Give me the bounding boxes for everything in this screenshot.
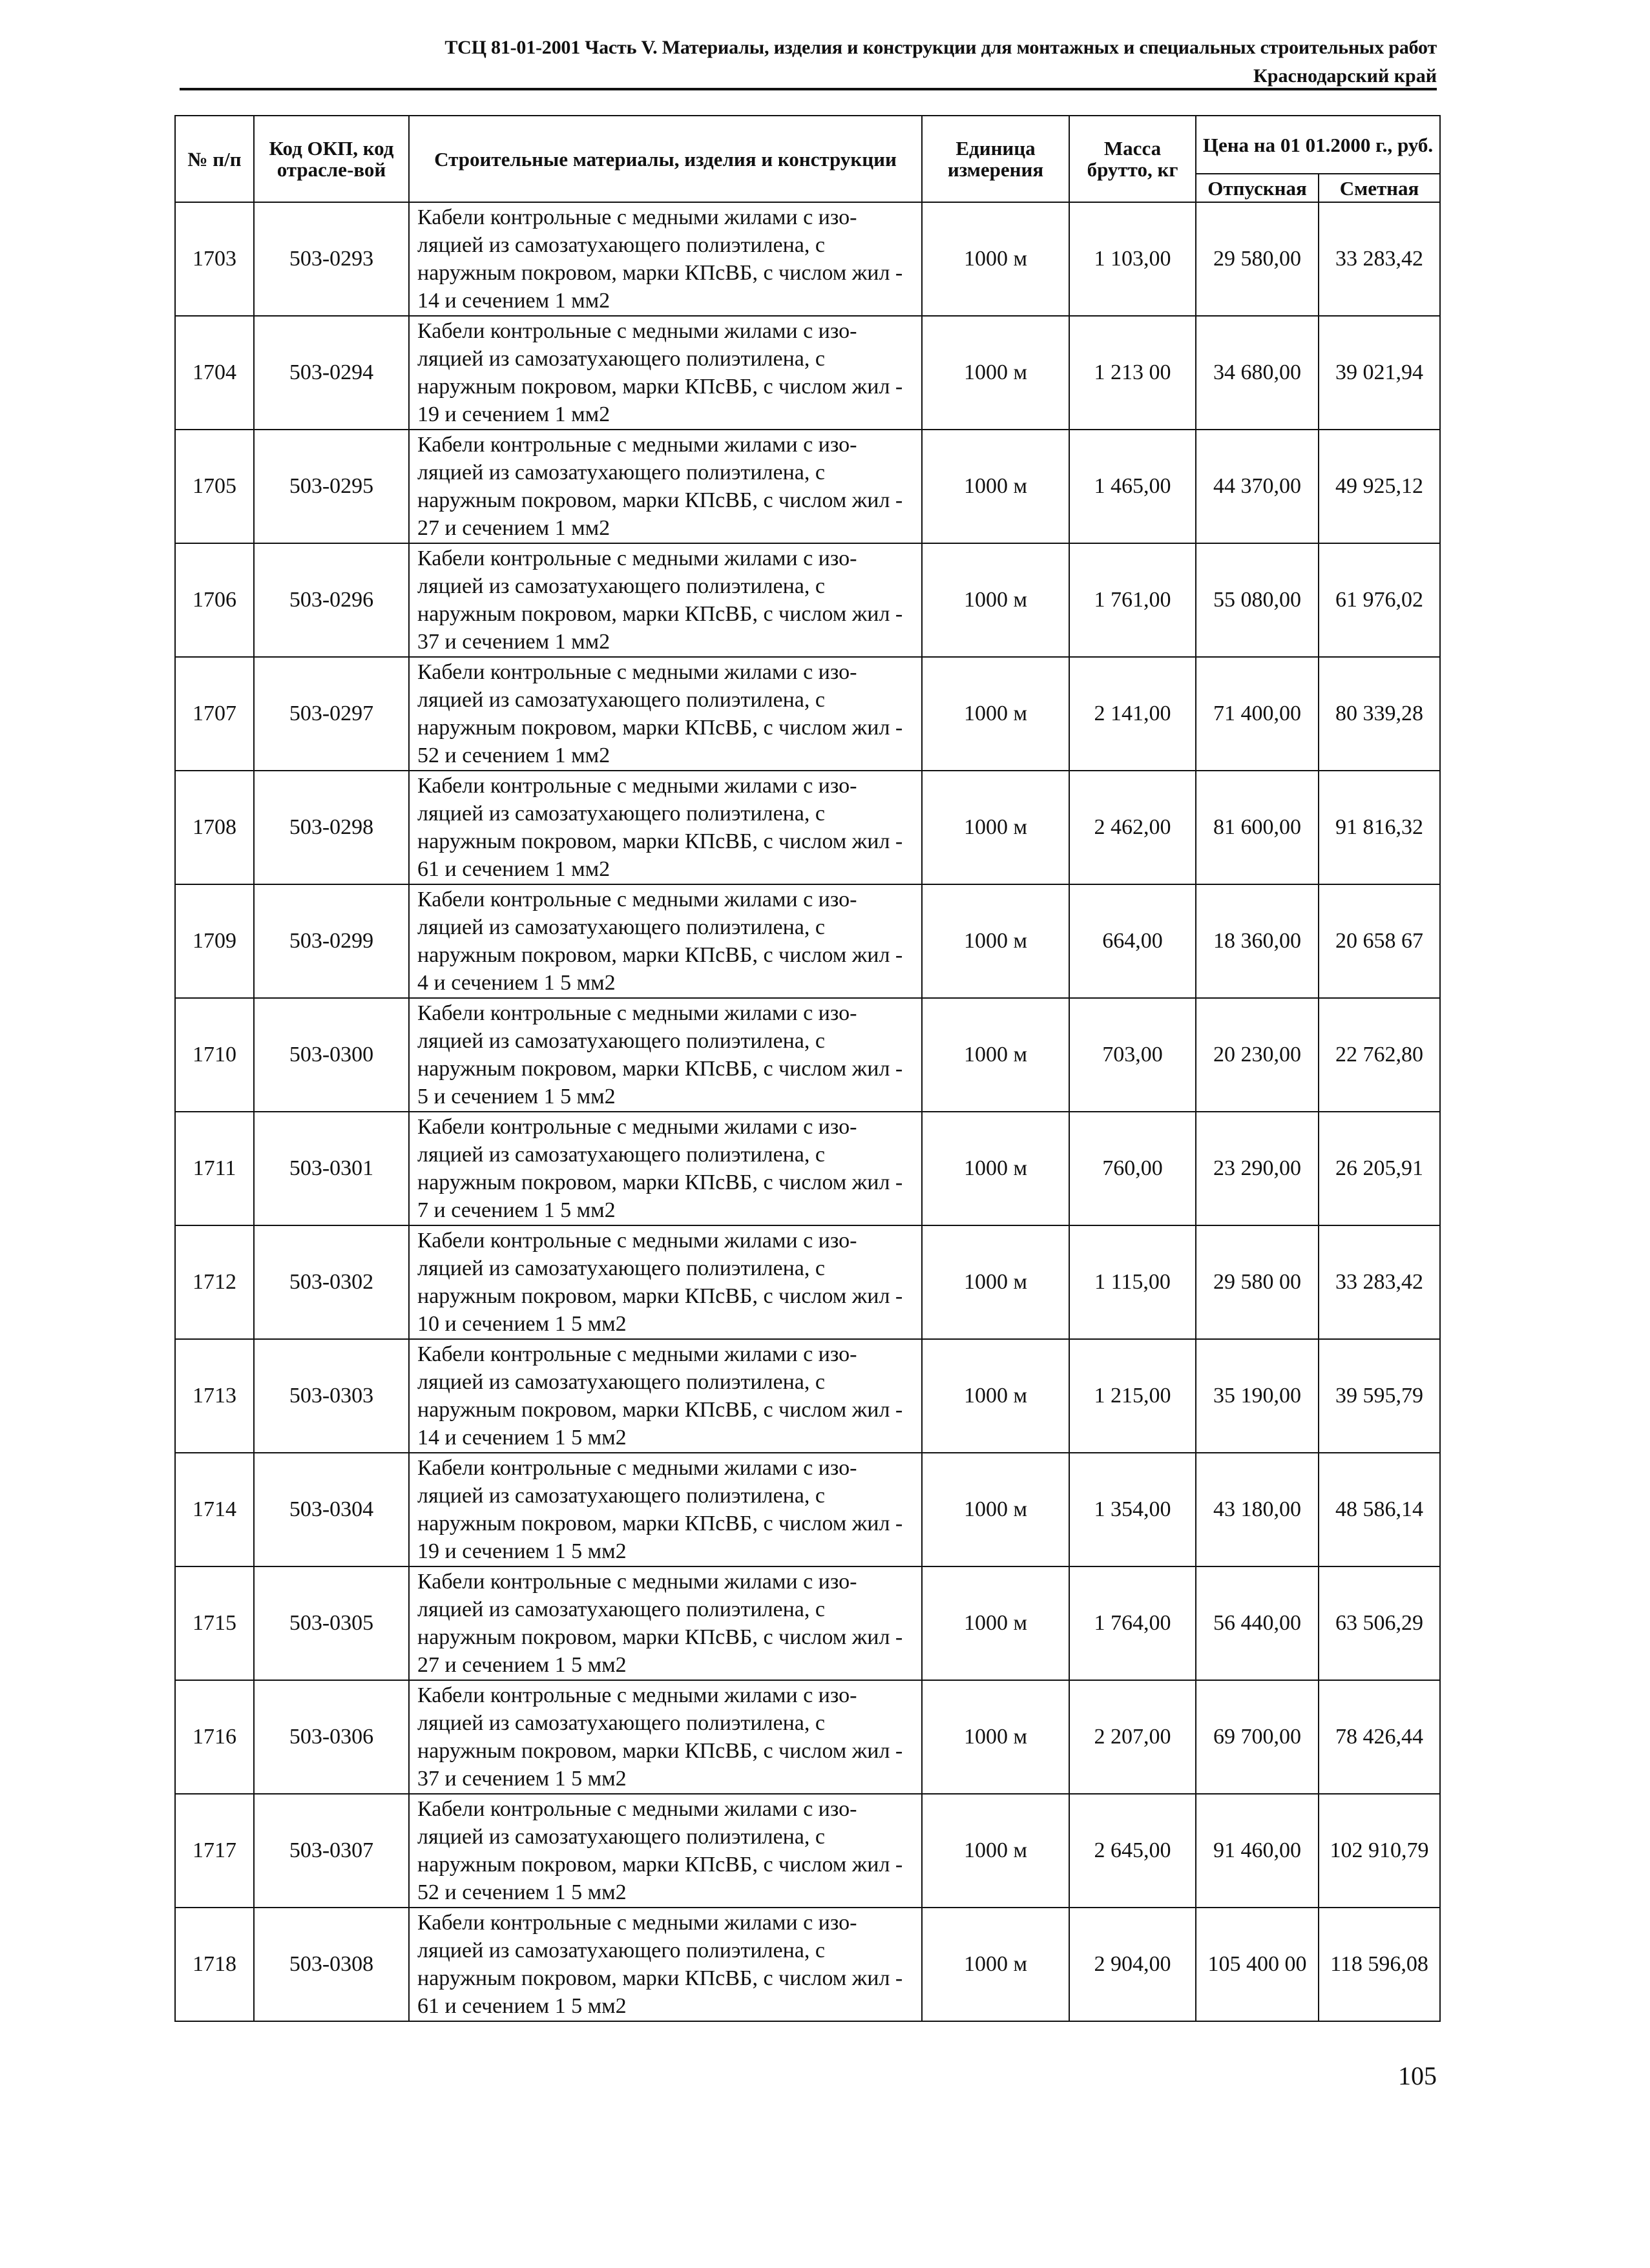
release-price-cell: 18 360,00: [1196, 884, 1319, 998]
row-number-cell: 1715: [175, 1566, 254, 1680]
release-price-cell: 20 230,00: [1196, 998, 1319, 1112]
document-title: ТСЦ 81-01-2001 Часть V. Материалы, изделия и конструкции для монтажных и специальных строительных работ: [444, 37, 1437, 58]
material-description-cell: Кабели контрольные с медными жилами с изо-ляцией из самозатухающего полиэтилена, с наружным покровом, марки КПсВБ, с числом жил - 7 и сечением 1 5 мм2: [409, 1112, 922, 1225]
release-price-cell: 81 600,00: [1196, 771, 1319, 884]
material-description-cell: Кабели контрольные с медными жилами с изо-ляцией из самозатухающего полиэтилена, с наружным покровом, марки КПсВБ, с числом жил - 14 и сечением 1 мм2: [409, 202, 922, 316]
unit-cell: 1000 м: [922, 316, 1069, 430]
table-row: [175, 202, 1440, 316]
unit-cell: 1000 м: [922, 202, 1069, 316]
row-number-cell: 1710: [175, 998, 254, 1112]
column-header-number: № п/п: [175, 116, 254, 202]
release-price-cell: 34 680,00: [1196, 316, 1319, 430]
release-price-cell: 71 400,00: [1196, 657, 1319, 771]
table-row: [175, 1680, 1440, 1794]
okp-code-cell: 503-0294: [254, 316, 409, 430]
okp-code-cell: 503-0293: [254, 202, 409, 316]
okp-code-cell: 503-0303: [254, 1339, 409, 1453]
estimate-price-cell: 39 595,79: [1319, 1339, 1440, 1453]
unit-cell: 1000 м: [922, 430, 1069, 543]
table-row: [175, 316, 1440, 430]
table-row: [175, 1453, 1440, 1566]
mass-cell: 2 141,00: [1069, 657, 1196, 771]
row-number-cell: 1716: [175, 1680, 254, 1794]
column-header-material: Строительные материалы, изделия и конструкции: [409, 116, 922, 202]
release-price-cell: 105 400 00: [1196, 1908, 1319, 2021]
release-price-cell: 29 580 00: [1196, 1225, 1319, 1339]
column-header-price: Цена на 01 01.2000 г., руб.: [1196, 116, 1440, 174]
row-number-cell: 1705: [175, 430, 254, 543]
material-description-cell: Кабели контрольные с медными жилами с изо-ляцией из самозатухающего полиэтилена, с наружным покровом, марки КПсВБ, с числом жил - 37 и сечением 1 5 мм2: [409, 1680, 922, 1794]
material-description-cell: Кабели контрольные с медными жилами с изо-ляцией из самозатухающего полиэтилена, с наружным покровом, марки КПсВБ, с числом жил - 37 и сечением 1 мм2: [409, 543, 922, 657]
release-price-cell: 56 440,00: [1196, 1566, 1319, 1680]
row-number-cell: 1709: [175, 884, 254, 998]
material-description-cell: Кабели контрольные с медными жилами с изо-ляцией из самозатухающего полиэтилена, с наружным покровом, марки КПсВБ, с числом жил - 10 и сечением 1 5 мм2: [409, 1225, 922, 1339]
mass-cell: 2 207,00: [1069, 1680, 1196, 1794]
release-price-cell: 29 580,00: [1196, 202, 1319, 316]
unit-cell: 1000 м: [922, 543, 1069, 657]
estimate-price-cell: 91 816,32: [1319, 771, 1440, 884]
unit-cell: 1000 м: [922, 771, 1069, 884]
column-header-estimate-price: Сметная: [1319, 174, 1440, 202]
table-row: [175, 1908, 1440, 2021]
column-header-release-price: Отпускная: [1196, 174, 1319, 202]
table-row: [175, 1794, 1440, 1908]
mass-cell: 1 761,00: [1069, 543, 1196, 657]
table-row: [175, 657, 1440, 771]
table-row: [175, 430, 1440, 543]
table-row: [175, 1112, 1440, 1225]
unit-cell: 1000 м: [922, 1453, 1069, 1566]
row-number-cell: 1707: [175, 657, 254, 771]
table-row: [175, 543, 1440, 657]
okp-code-cell: 503-0301: [254, 1112, 409, 1225]
mass-cell: 1 115,00: [1069, 1225, 1196, 1339]
estimate-price-cell: 22 762,80: [1319, 998, 1440, 1112]
row-number-cell: 1717: [175, 1794, 254, 1908]
material-description-cell: Кабели контрольные с медными жилами с изо-ляцией из самозатухающего полиэтилена, с наружным покровом, марки КПсВБ, с числом жил - 27 и сечением 1 5 мм2: [409, 1566, 922, 1680]
page-number: 105: [1398, 2061, 1437, 2090]
mass-cell: 1 213 00: [1069, 316, 1196, 430]
page-header: [181, 34, 1437, 90]
row-number-cell: 1706: [175, 543, 254, 657]
okp-code-cell: 503-0306: [254, 1680, 409, 1794]
okp-code-cell: 503-0298: [254, 771, 409, 884]
unit-cell: 1000 м: [922, 657, 1069, 771]
estimate-price-cell: 33 283,42: [1319, 202, 1440, 316]
material-description-cell: Кабели контрольные с медными жилами с изо-ляцией из самозатухающего полиэтилена, с наружным покровом, марки КПсВБ, с числом жил - 61 и сечением 1 мм2: [409, 771, 922, 884]
estimate-price-cell: 61 976,02: [1319, 543, 1440, 657]
row-number-cell: 1704: [175, 316, 254, 430]
material-description-cell: Кабели контрольные с медными жилами с изо-ляцией из самозатухающего полиэтилена, с наружным покровом, марки КПсВБ, с числом жил - 19 и сечением 1 мм2: [409, 316, 922, 430]
estimate-price-cell: 102 910,79: [1319, 1794, 1440, 1908]
region-name: Краснодарский край: [1253, 65, 1437, 87]
row-number-cell: 1714: [175, 1453, 254, 1566]
release-price-cell: 23 290,00: [1196, 1112, 1319, 1225]
table-header: [175, 116, 1440, 202]
estimate-price-cell: 63 506,29: [1319, 1566, 1440, 1680]
row-number-cell: 1708: [175, 771, 254, 884]
release-price-cell: 69 700,00: [1196, 1680, 1319, 1794]
estimate-price-cell: 80 339,28: [1319, 657, 1440, 771]
mass-cell: 2 904,00: [1069, 1908, 1196, 2021]
unit-cell: 1000 м: [922, 1908, 1069, 2021]
table-row: [175, 998, 1440, 1112]
estimate-price-cell: 33 283,42: [1319, 1225, 1440, 1339]
table-row: [175, 1225, 1440, 1339]
okp-code-cell: 503-0304: [254, 1453, 409, 1566]
mass-cell: 1 354,00: [1069, 1453, 1196, 1566]
mass-cell: 2 645,00: [1069, 1794, 1196, 1908]
unit-cell: 1000 м: [922, 998, 1069, 1112]
material-description-cell: Кабели контрольные с медными жилами с изо-ляцией из самозатухающего полиэтилена, с наружным покровом, марки КПсВБ, с числом жил - 61 и сечением 1 5 мм2: [409, 1908, 922, 2021]
estimate-price-cell: 26 205,91: [1319, 1112, 1440, 1225]
row-number-cell: 1712: [175, 1225, 254, 1339]
unit-cell: 1000 м: [922, 1225, 1069, 1339]
unit-cell: 1000 м: [922, 1794, 1069, 1908]
unit-cell: 1000 м: [922, 1680, 1069, 1794]
material-description-cell: Кабели контрольные с медными жилами с изо-ляцией из самозатухающего полиэтилена, с наружным покровом, марки КПсВБ, с числом жил - 14 и сечением 1 5 мм2: [409, 1339, 922, 1453]
material-description-cell: Кабели контрольные с медными жилами с изо-ляцией из самозатухающего полиэтилена, с наружным покровом, марки КПсВБ, с числом жил - 4 и сечением 1 5 мм2: [409, 884, 922, 998]
mass-cell: 2 462,00: [1069, 771, 1196, 884]
estimate-price-cell: 118 596,08: [1319, 1908, 1440, 2021]
release-price-cell: 35 190,00: [1196, 1339, 1319, 1453]
table-row: [175, 771, 1440, 884]
estimate-price-cell: 49 925,12: [1319, 430, 1440, 543]
estimate-price-cell: 78 426,44: [1319, 1680, 1440, 1794]
mass-cell: 664,00: [1069, 884, 1196, 998]
okp-code-cell: 503-0307: [254, 1794, 409, 1908]
okp-code-cell: 503-0302: [254, 1225, 409, 1339]
column-header-unit: Единица измерения: [922, 116, 1069, 202]
okp-code-cell: 503-0300: [254, 998, 409, 1112]
price-table: [174, 115, 1441, 2022]
estimate-price-cell: 39 021,94: [1319, 316, 1440, 430]
unit-cell: 1000 м: [922, 1112, 1069, 1225]
release-price-cell: 91 460,00: [1196, 1794, 1319, 1908]
release-price-cell: 55 080,00: [1196, 543, 1319, 657]
table-body: [175, 202, 1440, 2021]
material-description-cell: Кабели контрольные с медными жилами с изо-ляцией из самозатухающего полиэтилена, с наружным покровом, марки КПсВБ, с числом жил - 19 и сечением 1 5 мм2: [409, 1453, 922, 1566]
row-number-cell: 1711: [175, 1112, 254, 1225]
okp-code-cell: 503-0308: [254, 1908, 409, 2021]
okp-code-cell: 503-0305: [254, 1566, 409, 1680]
table-row: [175, 1339, 1440, 1453]
mass-cell: 1 465,00: [1069, 430, 1196, 543]
release-price-cell: 44 370,00: [1196, 430, 1319, 543]
row-number-cell: 1718: [175, 1908, 254, 2021]
release-price-cell: 43 180,00: [1196, 1453, 1319, 1566]
mass-cell: 1 103,00: [1069, 202, 1196, 316]
mass-cell: 1 215,00: [1069, 1339, 1196, 1453]
unit-cell: 1000 м: [922, 884, 1069, 998]
column-header-okp-code: Код ОКП, код отрасле-вой: [254, 116, 409, 202]
mass-cell: 1 764,00: [1069, 1566, 1196, 1680]
material-description-cell: Кабели контрольные с медными жилами с изо-ляцией из самозатухающего полиэтилена, с наружным покровом, марки КПсВБ, с числом жил - 27 и сечением 1 мм2: [409, 430, 922, 543]
row-number-cell: 1713: [175, 1339, 254, 1453]
unit-cell: 1000 м: [922, 1566, 1069, 1680]
okp-code-cell: 503-0299: [254, 884, 409, 998]
material-description-cell: Кабели контрольные с медными жилами с изо-ляцией из самозатухающего полиэтилена, с наружным покровом, марки КПсВБ, с числом жил - 5 и сечением 1 5 мм2: [409, 998, 922, 1112]
mass-cell: 703,00: [1069, 998, 1196, 1112]
okp-code-cell: 503-0295: [254, 430, 409, 543]
table-row: [175, 884, 1440, 998]
material-description-cell: Кабели контрольные с медными жилами с изо-ляцией из самозатухающего полиэтилена, с наружным покровом, марки КПсВБ, с числом жил - 52 и сечением 1 5 мм2: [409, 1794, 922, 1908]
estimate-price-cell: 48 586,14: [1319, 1453, 1440, 1566]
estimate-price-cell: 20 658 67: [1319, 884, 1440, 998]
okp-code-cell: 503-0296: [254, 543, 409, 657]
column-header-mass: Масса брутто, кг: [1069, 116, 1196, 202]
table-row: [175, 1566, 1440, 1680]
header-divider: [180, 88, 1437, 90]
unit-cell: 1000 м: [922, 1339, 1069, 1453]
mass-cell: 760,00: [1069, 1112, 1196, 1225]
material-description-cell: Кабели контрольные с медными жилами с изо-ляцией из самозатухающего полиэтилена, с наружным покровом, марки КПсВБ, с числом жил - 52 и сечением 1 мм2: [409, 657, 922, 771]
row-number-cell: 1703: [175, 202, 254, 316]
okp-code-cell: 503-0297: [254, 657, 409, 771]
